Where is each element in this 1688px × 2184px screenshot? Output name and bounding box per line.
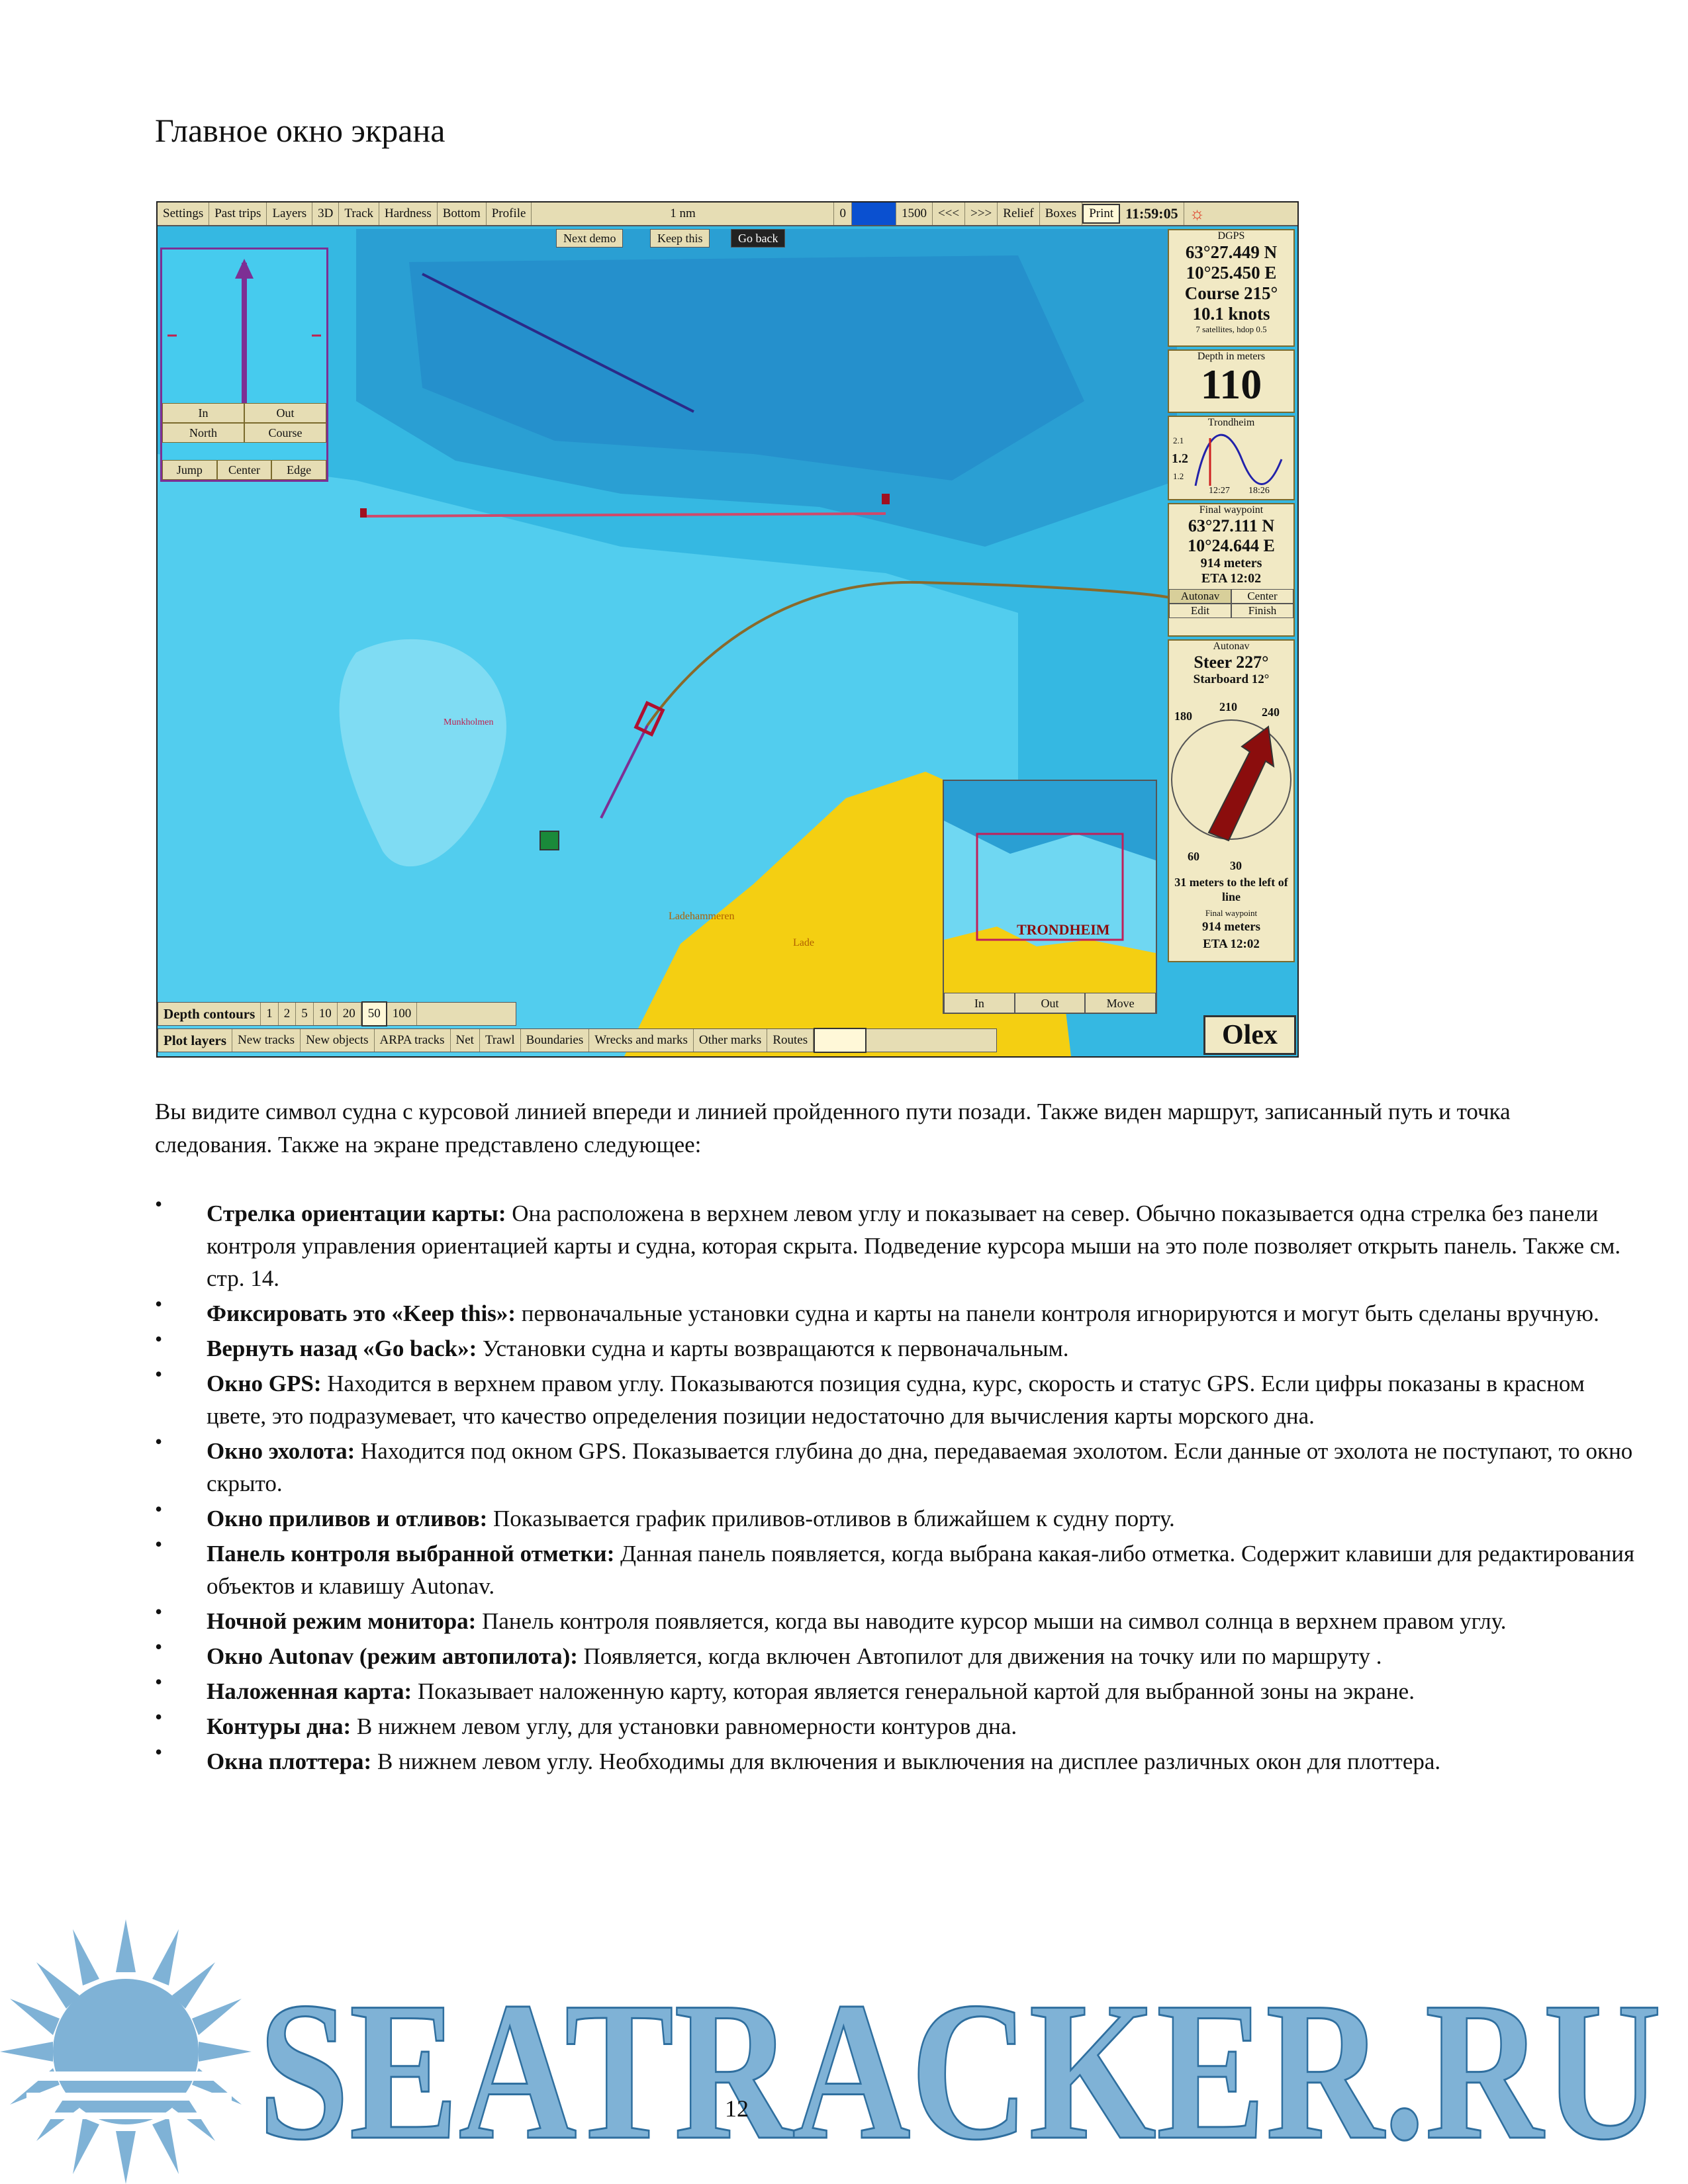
center-waypoint-button[interactable]: Center	[1231, 589, 1293, 604]
map-label-munkholmen: Munkholmen	[444, 717, 494, 727]
north-up-button[interactable]: North	[162, 423, 244, 443]
overview-city: TRONDHEIM	[1017, 921, 1110, 938]
plot-layers-label: Plot layers	[158, 1029, 232, 1052]
waypoint-label: Final waypoint	[1199, 504, 1264, 516]
overview-move-button[interactable]: Move	[1085, 993, 1156, 1014]
autonav-compass-icon	[1169, 700, 1293, 859]
compass-60: 60	[1188, 850, 1199, 863]
list-item-term: Фиксировать это «Keep this»:	[207, 1300, 516, 1326]
layer-net[interactable]: Net	[451, 1029, 480, 1052]
page-number: 12	[725, 2095, 749, 2122]
tide-t1: 12:27	[1209, 486, 1230, 496]
list-item-term: Окно эхолота:	[207, 1438, 355, 1464]
list-item-term: Стрелка ориентации карты:	[207, 1201, 506, 1226]
olex-screenshot	[156, 201, 1299, 1058]
relief-button[interactable]: Relief	[998, 203, 1039, 225]
overview-map	[943, 780, 1157, 1014]
gps-label: DGPS	[1217, 230, 1245, 242]
sun-icon[interactable]: ☼	[1189, 204, 1205, 223]
list-item	[155, 1675, 1644, 1707]
list-item-term: Окна плоттера:	[207, 1749, 372, 1774]
list-item-term: Наложенная карта:	[207, 1678, 412, 1704]
waypoint-panel	[1168, 503, 1295, 637]
jump-button[interactable]: Jump	[162, 460, 217, 480]
gps-lat: 63°27.449 N	[1185, 242, 1278, 262]
list-item-term: Панель контроля выбранной отметки:	[207, 1541, 615, 1567]
contour-100[interactable]: 100	[387, 1003, 418, 1025]
waypoint-eta: ETA 12:02	[1201, 571, 1262, 586]
autonav-button[interactable]: Autonav	[1169, 589, 1231, 604]
list-item-term: Окно GPS:	[207, 1371, 322, 1396]
back-button[interactable]: <<<	[933, 203, 965, 225]
list-item-term: Ночной режим монитора:	[207, 1608, 477, 1634]
gps-status: 7 satellites, hdop 0.5	[1196, 324, 1267, 334]
list-item-term: Окно приливов и отливов:	[207, 1506, 488, 1531]
list-item	[155, 1640, 1644, 1672]
course-up-button[interactable]: Course	[244, 423, 326, 443]
overview-chart	[944, 781, 1156, 993]
go-back-button[interactable]: Go back	[731, 229, 785, 248]
sun-logo-icon	[0, 1919, 252, 2184]
layer-routes[interactable]: Routes	[767, 1029, 814, 1052]
autonav-final-dist: 914 meters	[1201, 920, 1261, 934]
list-item-text: Данная панель появляется, когда выбрана какая-либо отметка. Содержит клавиши для редактирования объектов и клавишу Autonav.	[207, 1541, 1635, 1599]
list-item-text: Показывает наложенную карту, которая является генеральной картой для выбранной зоны на экране.	[412, 1678, 1415, 1704]
list-item	[155, 1332, 1644, 1365]
depth-value: 110	[1200, 361, 1262, 408]
tide-label: Trondheim	[1207, 417, 1255, 428]
list-item-text: Показывается график приливов-отливов в ближайшем к судну порту.	[487, 1506, 1175, 1531]
waypoint-dist: 914 meters	[1200, 556, 1262, 570]
list-item	[155, 1605, 1644, 1637]
gps-lon: 10°25.450 E	[1186, 263, 1277, 283]
autonav-panel	[1168, 639, 1295, 962]
list-item-text: Находится под окном GPS. Показывается глубина до дна, передаваемая эхолотом. Если данные от эхолота не поступают, то окно скрыто.	[207, 1438, 1633, 1496]
layers-button[interactable]: Layers	[267, 203, 312, 225]
tide-y3: 1.2	[1173, 471, 1184, 481]
finish-button[interactable]: Finish	[1231, 604, 1293, 618]
intro-paragraph: Вы видите символ судна с курсовой линией впереди и линией пройденного пути позади. Также виден маршрут, записанный путь и точка следования. Также на экране представлено следующее:	[155, 1099, 1511, 1158]
autonav-offset: 31 meters to the left of line	[1174, 876, 1288, 903]
list-item-term: Вернуть назад «Go back»:	[207, 1336, 477, 1361]
list-item	[155, 1297, 1644, 1330]
layer-other-marks[interactable]: Other marks	[694, 1029, 767, 1052]
gps-panel	[1168, 229, 1295, 347]
feature-list	[155, 1168, 1644, 1780]
autonav-final-label: Final waypoint	[1205, 908, 1258, 918]
list-item-text: Установки судна и карты возвращаются к первоначальным.	[477, 1336, 1069, 1361]
layer-new-tracks[interactable]: New tracks	[232, 1029, 301, 1052]
map-label-ladehammeren: Ladehammeren	[669, 911, 735, 922]
list-item-text: Появляется, когда включен Автопилот для движения на точку или по маршруту .	[577, 1643, 1382, 1669]
layer-color-box[interactable]	[814, 1028, 867, 1053]
north-arrow-icon	[162, 250, 326, 422]
list-item-term: Контуры дна:	[207, 1713, 352, 1739]
contour-1[interactable]: 1	[261, 1003, 279, 1025]
clock: 11:59:05	[1120, 203, 1184, 225]
list-item	[155, 1435, 1644, 1500]
next-demo-button[interactable]: Next demo	[556, 229, 623, 248]
autonav-starboard: Starboard 12°	[1193, 672, 1270, 686]
top-toolbar	[158, 203, 1297, 226]
waypoint-lon: 10°24.644 E	[1188, 536, 1275, 555]
compass-240: 240	[1262, 705, 1280, 719]
print-button[interactable]: Print	[1082, 204, 1120, 224]
list-item-term: Окно Autonav (режим автопилота):	[207, 1643, 578, 1669]
orientation-panel	[160, 248, 328, 482]
tide-y2: 1.2	[1172, 451, 1188, 466]
boxes-button[interactable]: Boxes	[1040, 203, 1083, 225]
depth-label: Depth in meters	[1197, 351, 1266, 362]
contour-2[interactable]: 2	[279, 1003, 297, 1025]
layer-trawl[interactable]: Trawl	[480, 1029, 521, 1052]
center-button[interactable]: Center	[217, 460, 272, 480]
3d-button[interactable]: 3D	[312, 203, 339, 225]
depth-scale-min: 0	[834, 203, 852, 225]
compass-30: 30	[1230, 859, 1242, 872]
seatracker-watermark	[0, 1919, 1688, 2184]
list-item-text: Она расположена в верхнем левом углу и показывает на север. Обычно показывается одна стрелка без панели контроля управления ориентацией карты и судна, которая скрыта. Подведение курсора мыши на это поле позволяет открыть панель. Также см. стр. 14.	[207, 1201, 1621, 1291]
zoom-in-button[interactable]: In	[162, 403, 244, 423]
bottom-button[interactable]: Bottom	[438, 203, 487, 225]
overview-in-button[interactable]: In	[944, 993, 1015, 1014]
layer-new-objects[interactable]: New objects	[301, 1029, 374, 1052]
keep-this-button[interactable]: Keep this	[650, 229, 710, 248]
olex-logo: Olex	[1203, 1015, 1296, 1055]
list-item	[155, 1197, 1644, 1295]
contour-20[interactable]: 20	[338, 1003, 361, 1025]
list-item-text: первоначальные установки судна и карты на панели контроля игнорируются и могут быть сделаны вручную.	[516, 1300, 1599, 1326]
scale-bar: 1 nm	[532, 203, 834, 225]
depth-contours-bar	[158, 1002, 516, 1026]
contour-50[interactable]: 50	[361, 1001, 387, 1026]
list-item-text: Находится в верхнем правом углу. Показываются позиция судна, курс, скорость и статус GPS. Если цифры показаны в красном цвете, это подразумевает, что качество определения позиции недостаточно для вычисления карты морского дна.	[207, 1371, 1585, 1429]
hardness-button[interactable]: Hardness	[379, 203, 438, 225]
autonav-steer: Steer 227°	[1194, 653, 1269, 672]
tide-y1: 2.1	[1173, 435, 1184, 445]
map-label-lade: Lade	[793, 937, 814, 948]
autonav-label: Autonav	[1213, 641, 1250, 652]
settings-button[interactable]: Settings	[158, 203, 209, 225]
list-item	[155, 1745, 1644, 1778]
list-item	[155, 1710, 1644, 1743]
zoom-out-button[interactable]: Out	[244, 403, 326, 423]
gps-speed: 10.1 knots	[1192, 304, 1270, 324]
edit-button[interactable]: Edit	[1169, 604, 1231, 618]
contour-10[interactable]: 10	[314, 1003, 338, 1025]
depth-panel	[1168, 349, 1295, 413]
layer-wrecks-and-marks[interactable]: Wrecks and marks	[589, 1029, 694, 1052]
profile-button[interactable]: Profile	[487, 203, 532, 225]
track-button[interactable]: Track	[339, 203, 379, 225]
list-item-text: В нижнем левом углу. Необходимы для включения и выключения на дисплее различных окон для плоттера.	[371, 1749, 1441, 1774]
tide-panel	[1168, 416, 1295, 500]
overview-out-button[interactable]: Out	[1015, 993, 1086, 1014]
tide-t2: 18:26	[1248, 486, 1270, 496]
edge-button[interactable]: Edge	[271, 460, 326, 480]
plot-layers-bar	[158, 1028, 997, 1052]
list-item	[155, 1537, 1644, 1602]
gps-course: Course 215°	[1184, 283, 1278, 303]
depth-scale-gradient	[852, 203, 896, 225]
list-item	[155, 1367, 1644, 1432]
list-item-text: Панель контроля появляется, когда вы наводите курсор мыши на символ солнца в верхнем правом углу.	[476, 1608, 1507, 1634]
compass-180: 180	[1174, 709, 1192, 723]
contour-5[interactable]: 5	[296, 1003, 314, 1025]
layer-arpa-tracks[interactable]: ARPA tracks	[375, 1029, 451, 1052]
depth-scale-max: 1500	[896, 203, 933, 225]
past-trips-button[interactable]: Past trips	[209, 203, 267, 225]
autonav-final-eta: ETA 12:02	[1203, 937, 1260, 951]
forward-button[interactable]: >>>	[965, 203, 998, 225]
page-title: Главное окно экрана	[155, 112, 445, 149]
watermark-text: SEATRACKER.RU	[258, 1961, 1662, 2181]
list-item-text: В нижнем левом углу, для установки равномерности контуров дна.	[351, 1713, 1017, 1739]
depth-contours-label: Depth contours	[158, 1003, 261, 1025]
layer-boundaries[interactable]: Boundaries	[521, 1029, 590, 1052]
compass-210: 210	[1219, 700, 1237, 713]
list-item	[155, 1502, 1644, 1535]
waypoint-lat: 63°27.111 N	[1188, 516, 1275, 535]
